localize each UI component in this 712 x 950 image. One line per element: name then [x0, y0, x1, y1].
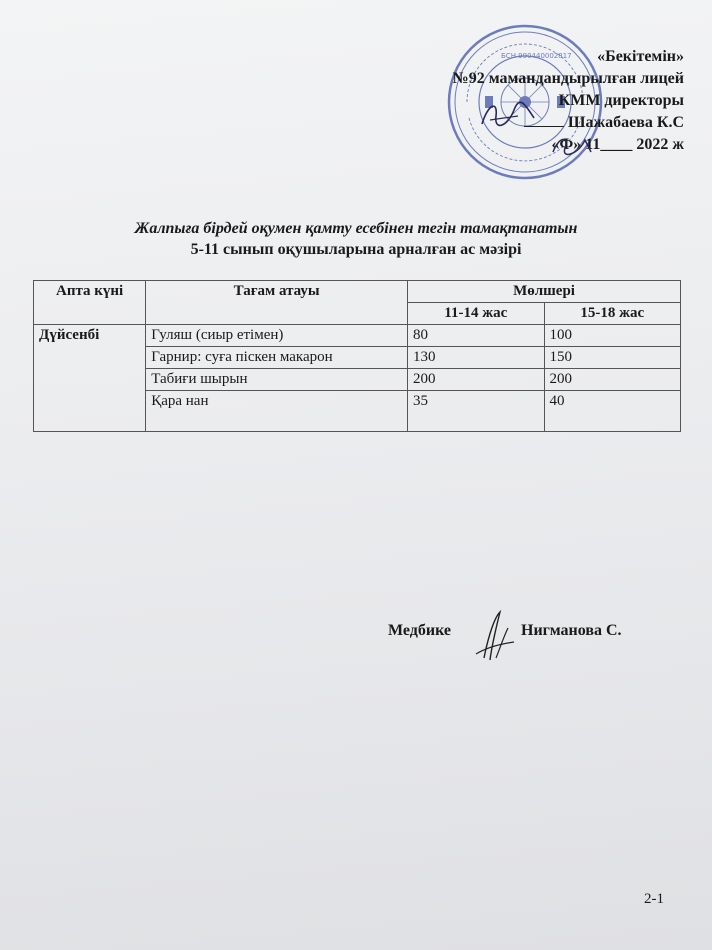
page-number: 2-1 [644, 891, 664, 907]
header-dish: Тағам атауы [146, 281, 408, 325]
amount-b-cell: 150 [544, 347, 681, 369]
document-title [0, 218, 712, 260]
dish-cell: Табиғи шырын [146, 369, 408, 391]
title-line-1: Жалпыға бірдей оқумен қамту есебінен тегін тамақтанатын [134, 220, 578, 237]
approval-date: «Ф» 11____ 2022 ж [551, 136, 684, 153]
amount-a-cell: 80 [408, 325, 544, 347]
date-handwriting [545, 132, 605, 158]
table-header-row [34, 281, 681, 303]
title-line-2: 5-11 сынып оқушыларына арналған ас мәзірі [190, 241, 522, 258]
director-signature [478, 96, 538, 132]
approval-director-name: Шажабаева К.С [567, 114, 684, 131]
header-amount: Мөлшері [408, 281, 681, 303]
amount-b-cell: 40 [544, 391, 681, 432]
nurse-signature-block [388, 622, 622, 640]
header-age-15-18: 15-18 жас [544, 303, 681, 325]
nurse-name: Нигманова С. [521, 622, 622, 639]
amount-b-cell: 100 [544, 325, 681, 347]
dish-cell: Гарнир: суға піскен макарон [146, 347, 408, 369]
nurse-role: Медбике [388, 622, 452, 639]
header-age-11-14: 11-14 жас [408, 303, 544, 325]
amount-a-cell: 200 [408, 369, 544, 391]
header-day: Апта күні [34, 281, 146, 325]
stamp-bin-text: БСН 990440002817 [501, 52, 572, 60]
approval-organization: №92 мамандандырылған лицей [452, 70, 684, 87]
amount-a-cell: 35 [408, 391, 544, 432]
amount-b-cell: 200 [544, 369, 681, 391]
table-row [34, 325, 681, 347]
approval-title: «Бекітемін» [597, 48, 684, 65]
dish-cell: Гуляш (сиыр етімен) [146, 325, 408, 347]
approval-position: КММ директоры [558, 92, 684, 109]
day-cell: Дүйсенбі [34, 325, 146, 432]
nurse-signature [470, 608, 520, 664]
amount-a-cell: 130 [408, 347, 544, 369]
menu-table [33, 280, 681, 432]
dish-cell: Қара нан [146, 391, 408, 432]
